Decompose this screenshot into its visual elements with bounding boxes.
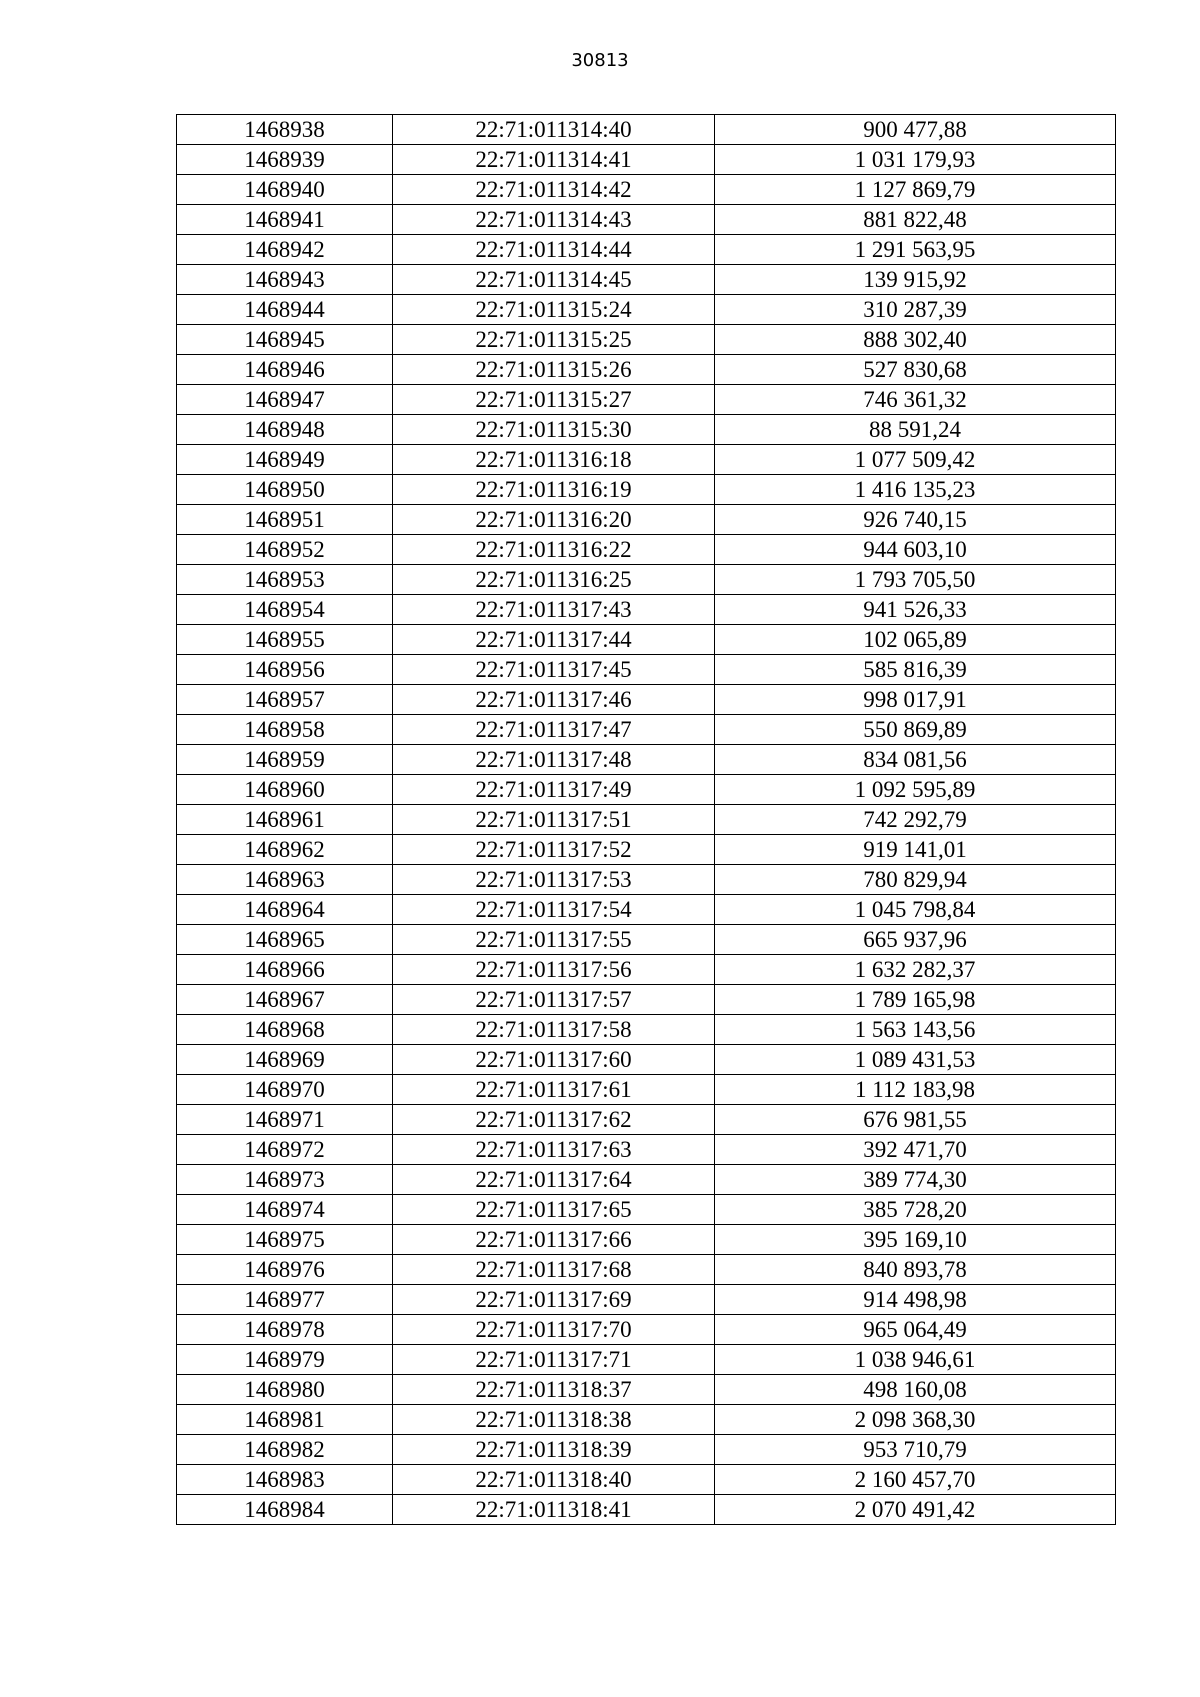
row-number-cell: 1468971 — [177, 1105, 393, 1135]
table-row — [177, 505, 1116, 535]
table-row — [177, 655, 1116, 685]
row-number-cell: 1468947 — [177, 385, 393, 415]
cadastral-number-cell: 22:71:011317:71 — [393, 1345, 715, 1375]
cadastral-value-cell: 1 031 179,93 — [715, 145, 1116, 175]
cadastral-number-cell: 22:71:011317:60 — [393, 1045, 715, 1075]
table-row — [177, 1255, 1116, 1285]
row-number-cell: 1468957 — [177, 685, 393, 715]
cadastral-number-cell: 22:71:011317:46 — [393, 685, 715, 715]
cadastral-number-cell: 22:71:011315:25 — [393, 325, 715, 355]
cadastral-number-cell: 22:71:011317:53 — [393, 865, 715, 895]
row-number-cell: 1468981 — [177, 1405, 393, 1435]
row-number-cell: 1468966 — [177, 955, 393, 985]
cadastral-number-cell: 22:71:011315:30 — [393, 415, 715, 445]
row-number-cell: 1468949 — [177, 445, 393, 475]
table-row — [177, 1345, 1116, 1375]
cadastral-value-cell: 998 017,91 — [715, 685, 1116, 715]
cadastral-value-cell: 1 632 282,37 — [715, 955, 1116, 985]
cadastral-value-cell: 1 563 143,56 — [715, 1015, 1116, 1045]
table-row — [177, 775, 1116, 805]
cadastral-value-cell: 392 471,70 — [715, 1135, 1116, 1165]
table-row — [177, 805, 1116, 835]
table-row — [177, 325, 1116, 355]
cadastral-value-cell: 550 869,89 — [715, 715, 1116, 745]
table-row — [177, 1495, 1116, 1525]
cadastral-value-cell: 881 822,48 — [715, 205, 1116, 235]
cadastral-value-table — [176, 114, 1116, 1525]
table-body — [177, 115, 1116, 1525]
cadastral-number-cell: 22:71:011316:22 — [393, 535, 715, 565]
table-row — [177, 1105, 1116, 1135]
table-row — [177, 115, 1116, 145]
cadastral-value-cell: 527 830,68 — [715, 355, 1116, 385]
row-number-cell: 1468978 — [177, 1315, 393, 1345]
row-number-cell: 1468969 — [177, 1045, 393, 1075]
cadastral-number-cell: 22:71:011316:19 — [393, 475, 715, 505]
table-row — [177, 1225, 1116, 1255]
cadastral-value-cell: 2 070 491,42 — [715, 1495, 1116, 1525]
row-number-cell: 1468955 — [177, 625, 393, 655]
row-number-cell: 1468970 — [177, 1075, 393, 1105]
cadastral-number-cell: 22:71:011317:48 — [393, 745, 715, 775]
cadastral-value-cell: 914 498,98 — [715, 1285, 1116, 1315]
cadastral-number-cell: 22:71:011317:56 — [393, 955, 715, 985]
cadastral-value-cell: 676 981,55 — [715, 1105, 1116, 1135]
row-number-cell: 1468941 — [177, 205, 393, 235]
table-row — [177, 1315, 1116, 1345]
table-row — [177, 955, 1116, 985]
cadastral-value-cell: 953 710,79 — [715, 1435, 1116, 1465]
table-row — [177, 1135, 1116, 1165]
cadastral-value-cell: 926 740,15 — [715, 505, 1116, 535]
cadastral-value-cell: 742 292,79 — [715, 805, 1116, 835]
table-row — [177, 895, 1116, 925]
row-number-cell: 1468964 — [177, 895, 393, 925]
cadastral-value-cell: 1 793 705,50 — [715, 565, 1116, 595]
cadastral-value-cell: 780 829,94 — [715, 865, 1116, 895]
row-number-cell: 1468982 — [177, 1435, 393, 1465]
row-number-cell: 1468942 — [177, 235, 393, 265]
table-row — [177, 1375, 1116, 1405]
cadastral-number-cell: 22:71:011317:52 — [393, 835, 715, 865]
cadastral-value-cell: 1 089 431,53 — [715, 1045, 1116, 1075]
row-number-cell: 1468983 — [177, 1465, 393, 1495]
cadastral-value-cell: 389 774,30 — [715, 1165, 1116, 1195]
row-number-cell: 1468948 — [177, 415, 393, 445]
row-number-cell: 1468975 — [177, 1225, 393, 1255]
cadastral-number-cell: 22:71:011315:27 — [393, 385, 715, 415]
table-row — [177, 625, 1116, 655]
table-row — [177, 595, 1116, 625]
table-row — [177, 985, 1116, 1015]
row-number-cell: 1468945 — [177, 325, 393, 355]
table-row — [177, 385, 1116, 415]
cadastral-number-cell: 22:71:011314:40 — [393, 115, 715, 145]
cadastral-number-cell: 22:71:011317:51 — [393, 805, 715, 835]
row-number-cell: 1468974 — [177, 1195, 393, 1225]
cadastral-number-cell: 22:71:011317:44 — [393, 625, 715, 655]
table-row — [177, 445, 1116, 475]
cadastral-number-cell: 22:71:011317:54 — [393, 895, 715, 925]
cadastral-number-cell: 22:71:011315:26 — [393, 355, 715, 385]
table-row — [177, 1045, 1116, 1075]
cadastral-number-cell: 22:71:011317:63 — [393, 1135, 715, 1165]
row-number-cell: 1468984 — [177, 1495, 393, 1525]
cadastral-number-cell: 22:71:011314:43 — [393, 205, 715, 235]
cadastral-number-cell: 22:71:011316:25 — [393, 565, 715, 595]
cadastral-number-cell: 22:71:011317:61 — [393, 1075, 715, 1105]
table-row — [177, 535, 1116, 565]
table-row — [177, 865, 1116, 895]
table-row — [177, 1015, 1116, 1045]
cadastral-value-cell: 965 064,49 — [715, 1315, 1116, 1345]
table-row — [177, 265, 1116, 295]
table-row — [177, 295, 1116, 325]
row-number-cell: 1468946 — [177, 355, 393, 385]
table-row — [177, 415, 1116, 445]
cadastral-value-cell: 1 112 183,98 — [715, 1075, 1116, 1105]
cadastral-value-cell: 1 045 798,84 — [715, 895, 1116, 925]
cadastral-number-cell: 22:71:011317:68 — [393, 1255, 715, 1285]
cadastral-number-cell: 22:71:011317:57 — [393, 985, 715, 1015]
cadastral-value-cell: 585 816,39 — [715, 655, 1116, 685]
cadastral-number-cell: 22:71:011318:38 — [393, 1405, 715, 1435]
cadastral-value-cell: 888 302,40 — [715, 325, 1116, 355]
table-row — [177, 1165, 1116, 1195]
table-row — [177, 1285, 1116, 1315]
cadastral-number-cell: 22:71:011317:64 — [393, 1165, 715, 1195]
cadastral-value-cell: 944 603,10 — [715, 535, 1116, 565]
table-row — [177, 355, 1116, 385]
row-number-cell: 1468963 — [177, 865, 393, 895]
cadastral-value-cell: 2 098 368,30 — [715, 1405, 1116, 1435]
table-row — [177, 205, 1116, 235]
cadastral-number-cell: 22:71:011317:49 — [393, 775, 715, 805]
cadastral-number-cell: 22:71:011317:47 — [393, 715, 715, 745]
row-number-cell: 1468977 — [177, 1285, 393, 1315]
cadastral-value-cell: 665 937,96 — [715, 925, 1116, 955]
row-number-cell: 1468939 — [177, 145, 393, 175]
cadastral-value-cell: 1 038 946,61 — [715, 1345, 1116, 1375]
cadastral-value-cell: 834 081,56 — [715, 745, 1116, 775]
cadastral-value-cell: 385 728,20 — [715, 1195, 1116, 1225]
cadastral-number-cell: 22:71:011314:41 — [393, 145, 715, 175]
table-row — [177, 475, 1116, 505]
page-number: 30813 — [571, 50, 629, 71]
cadastral-value-cell: 498 160,08 — [715, 1375, 1116, 1405]
row-number-cell: 1468950 — [177, 475, 393, 505]
cadastral-number-cell: 22:71:011317:69 — [393, 1285, 715, 1315]
row-number-cell: 1468976 — [177, 1255, 393, 1285]
cadastral-value-cell: 1 789 165,98 — [715, 985, 1116, 1015]
cadastral-value-cell: 900 477,88 — [715, 115, 1116, 145]
table-row — [177, 1195, 1116, 1225]
cadastral-number-cell: 22:71:011317:43 — [393, 595, 715, 625]
cadastral-value-cell: 310 287,39 — [715, 295, 1116, 325]
cadastral-number-cell: 22:71:011314:42 — [393, 175, 715, 205]
cadastral-value-cell: 88 591,24 — [715, 415, 1116, 445]
cadastral-value-cell: 840 893,78 — [715, 1255, 1116, 1285]
cadastral-value-cell: 1 092 595,89 — [715, 775, 1116, 805]
table-row — [177, 835, 1116, 865]
row-number-cell: 1468980 — [177, 1375, 393, 1405]
cadastral-value-cell: 746 361,32 — [715, 385, 1116, 415]
cadastral-number-cell: 22:71:011317:62 — [393, 1105, 715, 1135]
cadastral-value-cell: 1 416 135,23 — [715, 475, 1116, 505]
table-row — [177, 1405, 1116, 1435]
row-number-cell: 1468938 — [177, 115, 393, 145]
cadastral-number-cell: 22:71:011317:65 — [393, 1195, 715, 1225]
cadastral-number-cell: 22:71:011318:37 — [393, 1375, 715, 1405]
cadastral-number-cell: 22:71:011314:44 — [393, 235, 715, 265]
row-number-cell: 1468956 — [177, 655, 393, 685]
table-row — [177, 235, 1116, 265]
row-number-cell: 1468953 — [177, 565, 393, 595]
cadastral-number-cell: 22:71:011317:66 — [393, 1225, 715, 1255]
cadastral-number-cell: 22:71:011317:70 — [393, 1315, 715, 1345]
row-number-cell: 1468958 — [177, 715, 393, 745]
row-number-cell: 1468961 — [177, 805, 393, 835]
cadastral-number-cell: 22:71:011317:58 — [393, 1015, 715, 1045]
row-number-cell: 1468943 — [177, 265, 393, 295]
cadastral-number-cell: 22:71:011318:41 — [393, 1495, 715, 1525]
table-row — [177, 745, 1116, 775]
row-number-cell: 1468944 — [177, 295, 393, 325]
row-number-cell: 1468973 — [177, 1165, 393, 1195]
row-number-cell: 1468965 — [177, 925, 393, 955]
row-number-cell: 1468962 — [177, 835, 393, 865]
cadastral-number-cell: 22:71:011315:24 — [393, 295, 715, 325]
cadastral-value-cell: 919 141,01 — [715, 835, 1116, 865]
row-number-cell: 1468968 — [177, 1015, 393, 1045]
table-row — [177, 145, 1116, 175]
table-row — [177, 715, 1116, 745]
cadastral-value-cell: 1 127 869,79 — [715, 175, 1116, 205]
row-number-cell: 1468960 — [177, 775, 393, 805]
cadastral-number-cell: 22:71:011317:45 — [393, 655, 715, 685]
table-row — [177, 565, 1116, 595]
row-number-cell: 1468951 — [177, 505, 393, 535]
cadastral-number-cell: 22:71:011318:40 — [393, 1465, 715, 1495]
row-number-cell: 1468979 — [177, 1345, 393, 1375]
row-number-cell: 1468954 — [177, 595, 393, 625]
row-number-cell: 1468967 — [177, 985, 393, 1015]
table-row — [177, 685, 1116, 715]
cadastral-number-cell: 22:71:011318:39 — [393, 1435, 715, 1465]
cadastral-value-cell: 941 526,33 — [715, 595, 1116, 625]
table-row — [177, 175, 1116, 205]
row-number-cell: 1468959 — [177, 745, 393, 775]
cadastral-number-cell: 22:71:011316:18 — [393, 445, 715, 475]
row-number-cell: 1468952 — [177, 535, 393, 565]
row-number-cell: 1468972 — [177, 1135, 393, 1165]
cadastral-value-cell: 139 915,92 — [715, 265, 1116, 295]
table-row — [177, 1465, 1116, 1495]
cadastral-number-cell: 22:71:011316:20 — [393, 505, 715, 535]
table-row — [177, 1075, 1116, 1105]
table-row — [177, 1435, 1116, 1465]
row-number-cell: 1468940 — [177, 175, 393, 205]
cadastral-number-cell: 22:71:011317:55 — [393, 925, 715, 955]
cadastral-value-cell: 2 160 457,70 — [715, 1465, 1116, 1495]
cadastral-value-cell: 395 169,10 — [715, 1225, 1116, 1255]
cadastral-value-cell: 1 291 563,95 — [715, 235, 1116, 265]
cadastral-value-cell: 102 065,89 — [715, 625, 1116, 655]
table-row — [177, 925, 1116, 955]
cadastral-number-cell: 22:71:011314:45 — [393, 265, 715, 295]
cadastral-value-cell: 1 077 509,42 — [715, 445, 1116, 475]
